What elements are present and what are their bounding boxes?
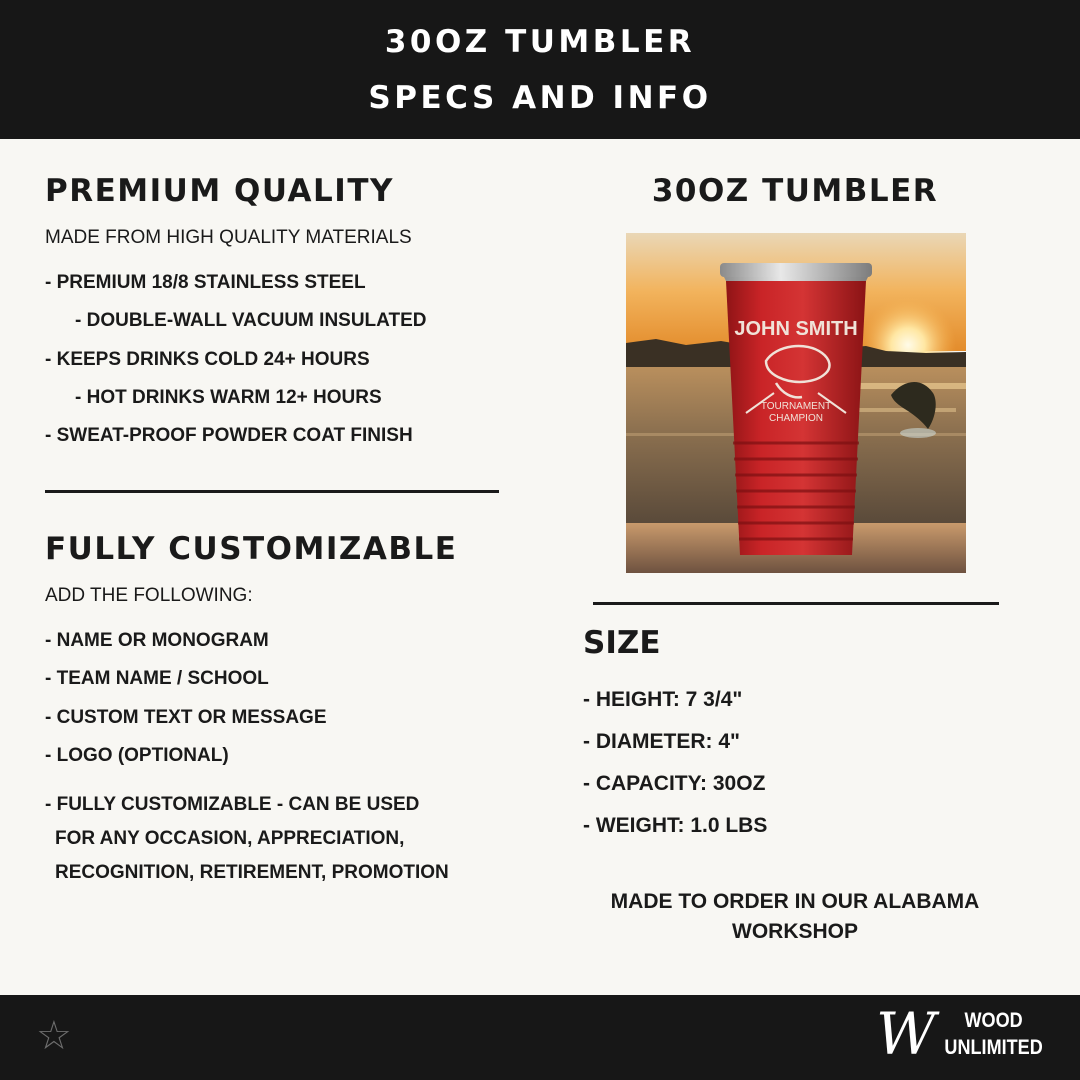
custom-note-line: RECOGNITION, RETIREMENT, PROMOTION [55, 862, 449, 883]
premium-item: - DOUBLE-WALL VACUUM INSULATED [75, 310, 427, 331]
product-photo [626, 233, 966, 573]
fully-customizable-heading: FULLY CUSTOMIZABLE [45, 531, 458, 567]
custom-item: - LOGO (OPTIONAL) [45, 745, 229, 766]
header-title-line-2: SPECS AND INFO [368, 79, 712, 116]
customizable-lead: ADD THE FOLLOWING: [45, 585, 253, 606]
page-header [0, 0, 1080, 139]
right-divider [593, 602, 999, 605]
engraving-line-2: CHAMPION [769, 413, 823, 424]
header-title-line-1: 30OZ TUMBLER [384, 23, 696, 60]
left-divider [45, 490, 499, 493]
page-footer [0, 995, 1080, 1080]
custom-item: - TEAM NAME / SCHOOL [45, 668, 269, 689]
size-item: - DIAMETER: 4" [583, 730, 740, 753]
premium-quality-lead: MADE FROM HIGH QUALITY MATERIALS [45, 227, 412, 248]
logo-line-2: UNLIMITED [944, 1036, 1043, 1059]
made-line-2: WORKSHOP [732, 920, 858, 943]
premium-item: - PREMIUM 18/8 STAINLESS STEEL [45, 272, 366, 293]
logo-line-1: WOOD [964, 1009, 1023, 1032]
custom-note-line: - FULLY CUSTOMIZABLE - CAN BE USED [45, 794, 420, 815]
premium-item: - KEEPS DRINKS COLD 24+ HOURS [45, 349, 370, 370]
premium-item: - SWEAT-PROOF POWDER COAT FINISH [45, 425, 413, 446]
custom-note-line: FOR ANY OCCASION, APPRECIATION, [55, 828, 405, 849]
size-item: - WEIGHT: 1.0 LBS [583, 814, 768, 837]
brand-logo [876, 1000, 1056, 1068]
made-line-1: MADE TO ORDER IN OUR ALABAMA [610, 890, 980, 913]
size-item: - CAPACITY: 30OZ [583, 772, 766, 795]
engraving-line-1: TOURNAMENT [760, 401, 832, 412]
premium-item: - HOT DRINKS WARM 12+ HOURS [75, 387, 382, 408]
made-to-order-note [583, 887, 1007, 947]
size-heading: SIZE [583, 625, 661, 661]
custom-item: - CUSTOM TEXT OR MESSAGE [45, 707, 327, 728]
product-heading: 30OZ TUMBLER [651, 173, 939, 209]
size-item: - HEIGHT: 7 3/4" [583, 688, 743, 711]
logo-mark: W [876, 1000, 922, 1068]
star-icon: ☆ [36, 1013, 72, 1059]
premium-quality-heading: PREMIUM QUALITY [45, 173, 394, 209]
custom-item: - NAME OR MONOGRAM [45, 630, 269, 651]
engraving-name: JOHN SMITH [734, 318, 858, 340]
logo-wordmark [942, 1007, 1045, 1061]
